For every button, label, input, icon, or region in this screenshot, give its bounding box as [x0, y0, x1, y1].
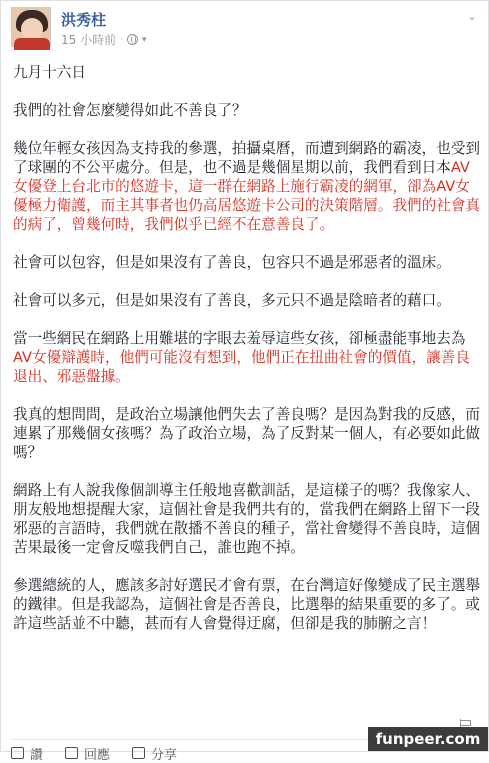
- avatar[interactable]: [11, 7, 51, 47]
- post-options-chevron-icon[interactable]: ⌄: [467, 10, 477, 23]
- post-body: [13, 63, 483, 633]
- post-paragraph: 參選總統的人，應該多討好選民才會有票，在台灣這好像變成了民主選舉的鐵律。但是我認為，這個社會是否善良，比選舉的結果重要的多了。或許這些話並不中聽，甚而有人會覺得迂腐，但卻是我的肺腑之言！: [13, 577, 481, 632]
- watermark: funpeer.com: [368, 727, 488, 751]
- chevron-down-icon[interactable]: ▾: [141, 34, 147, 45]
- author-name[interactable]: 洪秀柱: [61, 11, 107, 29]
- dot-separator-icon: ·: [120, 34, 123, 45]
- post-paragraph: 我真的想問問，是政治立場讓他們失去了善良嗎？是因為對我的反感，而連累了那幾個女孩嗎？為了政治立場，為了反對某一個人，有必要如此做嗎？: [13, 406, 481, 461]
- like-label: 讚: [30, 747, 44, 763]
- thumbs-up-icon: [11, 747, 24, 759]
- comment-button[interactable]: [65, 743, 110, 763]
- share-label: 分享: [151, 747, 178, 763]
- post-paragraph: 社會可以包容，但是如果沒有了善良，包容只不過是邪惡者的溫床。: [13, 254, 451, 271]
- post-paragraph: 幾位年輕女孩因為支持我的參選，拍攝桌曆，而遭到網路的霸凌，也受到了球團的不公平處分。但是，也不過是幾個星期以前，我們看到日本AV女優登上台北市的悠遊卡，這一群在網路上施行霸凌的網軍，卻為AV女優極力衛護，而主其事者也仍高居悠遊卡公司的決策階層。我們的社會真的病了，曾幾何時，我們似乎已經不在意善良了。: [13, 140, 481, 233]
- post-timestamp[interactable]: 15 小時前: [61, 33, 117, 47]
- post-meta: [61, 31, 147, 48]
- highlighted-text: AV女優辯護時，他們可能沒有想到，他們正在扭曲社會的價值，讓善良退出、邪惡盤據。: [13, 349, 470, 385]
- post-paragraph: 社會可以多元，但是如果沒有了善良，多元只不過是陰暗者的藉口。: [13, 292, 451, 309]
- share-icon: [132, 747, 145, 759]
- post-paragraph: 當一些網民在網路上用難堪的字眼去羞辱這些女孩，卻極盡能事地去為AV女優辯護時，他們可能沒有想到，他們正在扭曲社會的價值，讓善良退出、邪惡盤據。: [13, 330, 470, 385]
- share-button[interactable]: [132, 743, 177, 763]
- globe-icon[interactable]: [127, 34, 138, 45]
- comment-label: 回應: [84, 747, 111, 763]
- comment-icon: [65, 747, 78, 759]
- highlighted-text: AV女優極力衛護，而主其事者也仍高居悠遊卡公司的決策階層。我們的社會真的病了，曾幾何時，我們似乎已經不在意善良了。: [13, 178, 481, 233]
- action-bar: [11, 743, 177, 763]
- post-paragraph: 九月十六日: [13, 64, 86, 81]
- highlighted-text: AV女優登上台北市的悠遊卡，這一群在網路上施行霸凌的網軍，卻為: [13, 159, 470, 195]
- like-button[interactable]: [11, 743, 43, 763]
- post-paragraph: 網路上有人說我像個訓導主任般地喜歡訓話，是這樣子的嗎？我像家人、朋友般地想提醒大家，這個社會是我們共有的，當我們在網路上留下一段邪惡的言語時，我們就在散播不善良的種子，當社會變得不善良時，這個苦果最後一定會反噬我們自己，誰也跑不掉。: [13, 482, 481, 556]
- post-paragraph: 我們的社會怎麼變得如此不善良了？: [13, 102, 247, 119]
